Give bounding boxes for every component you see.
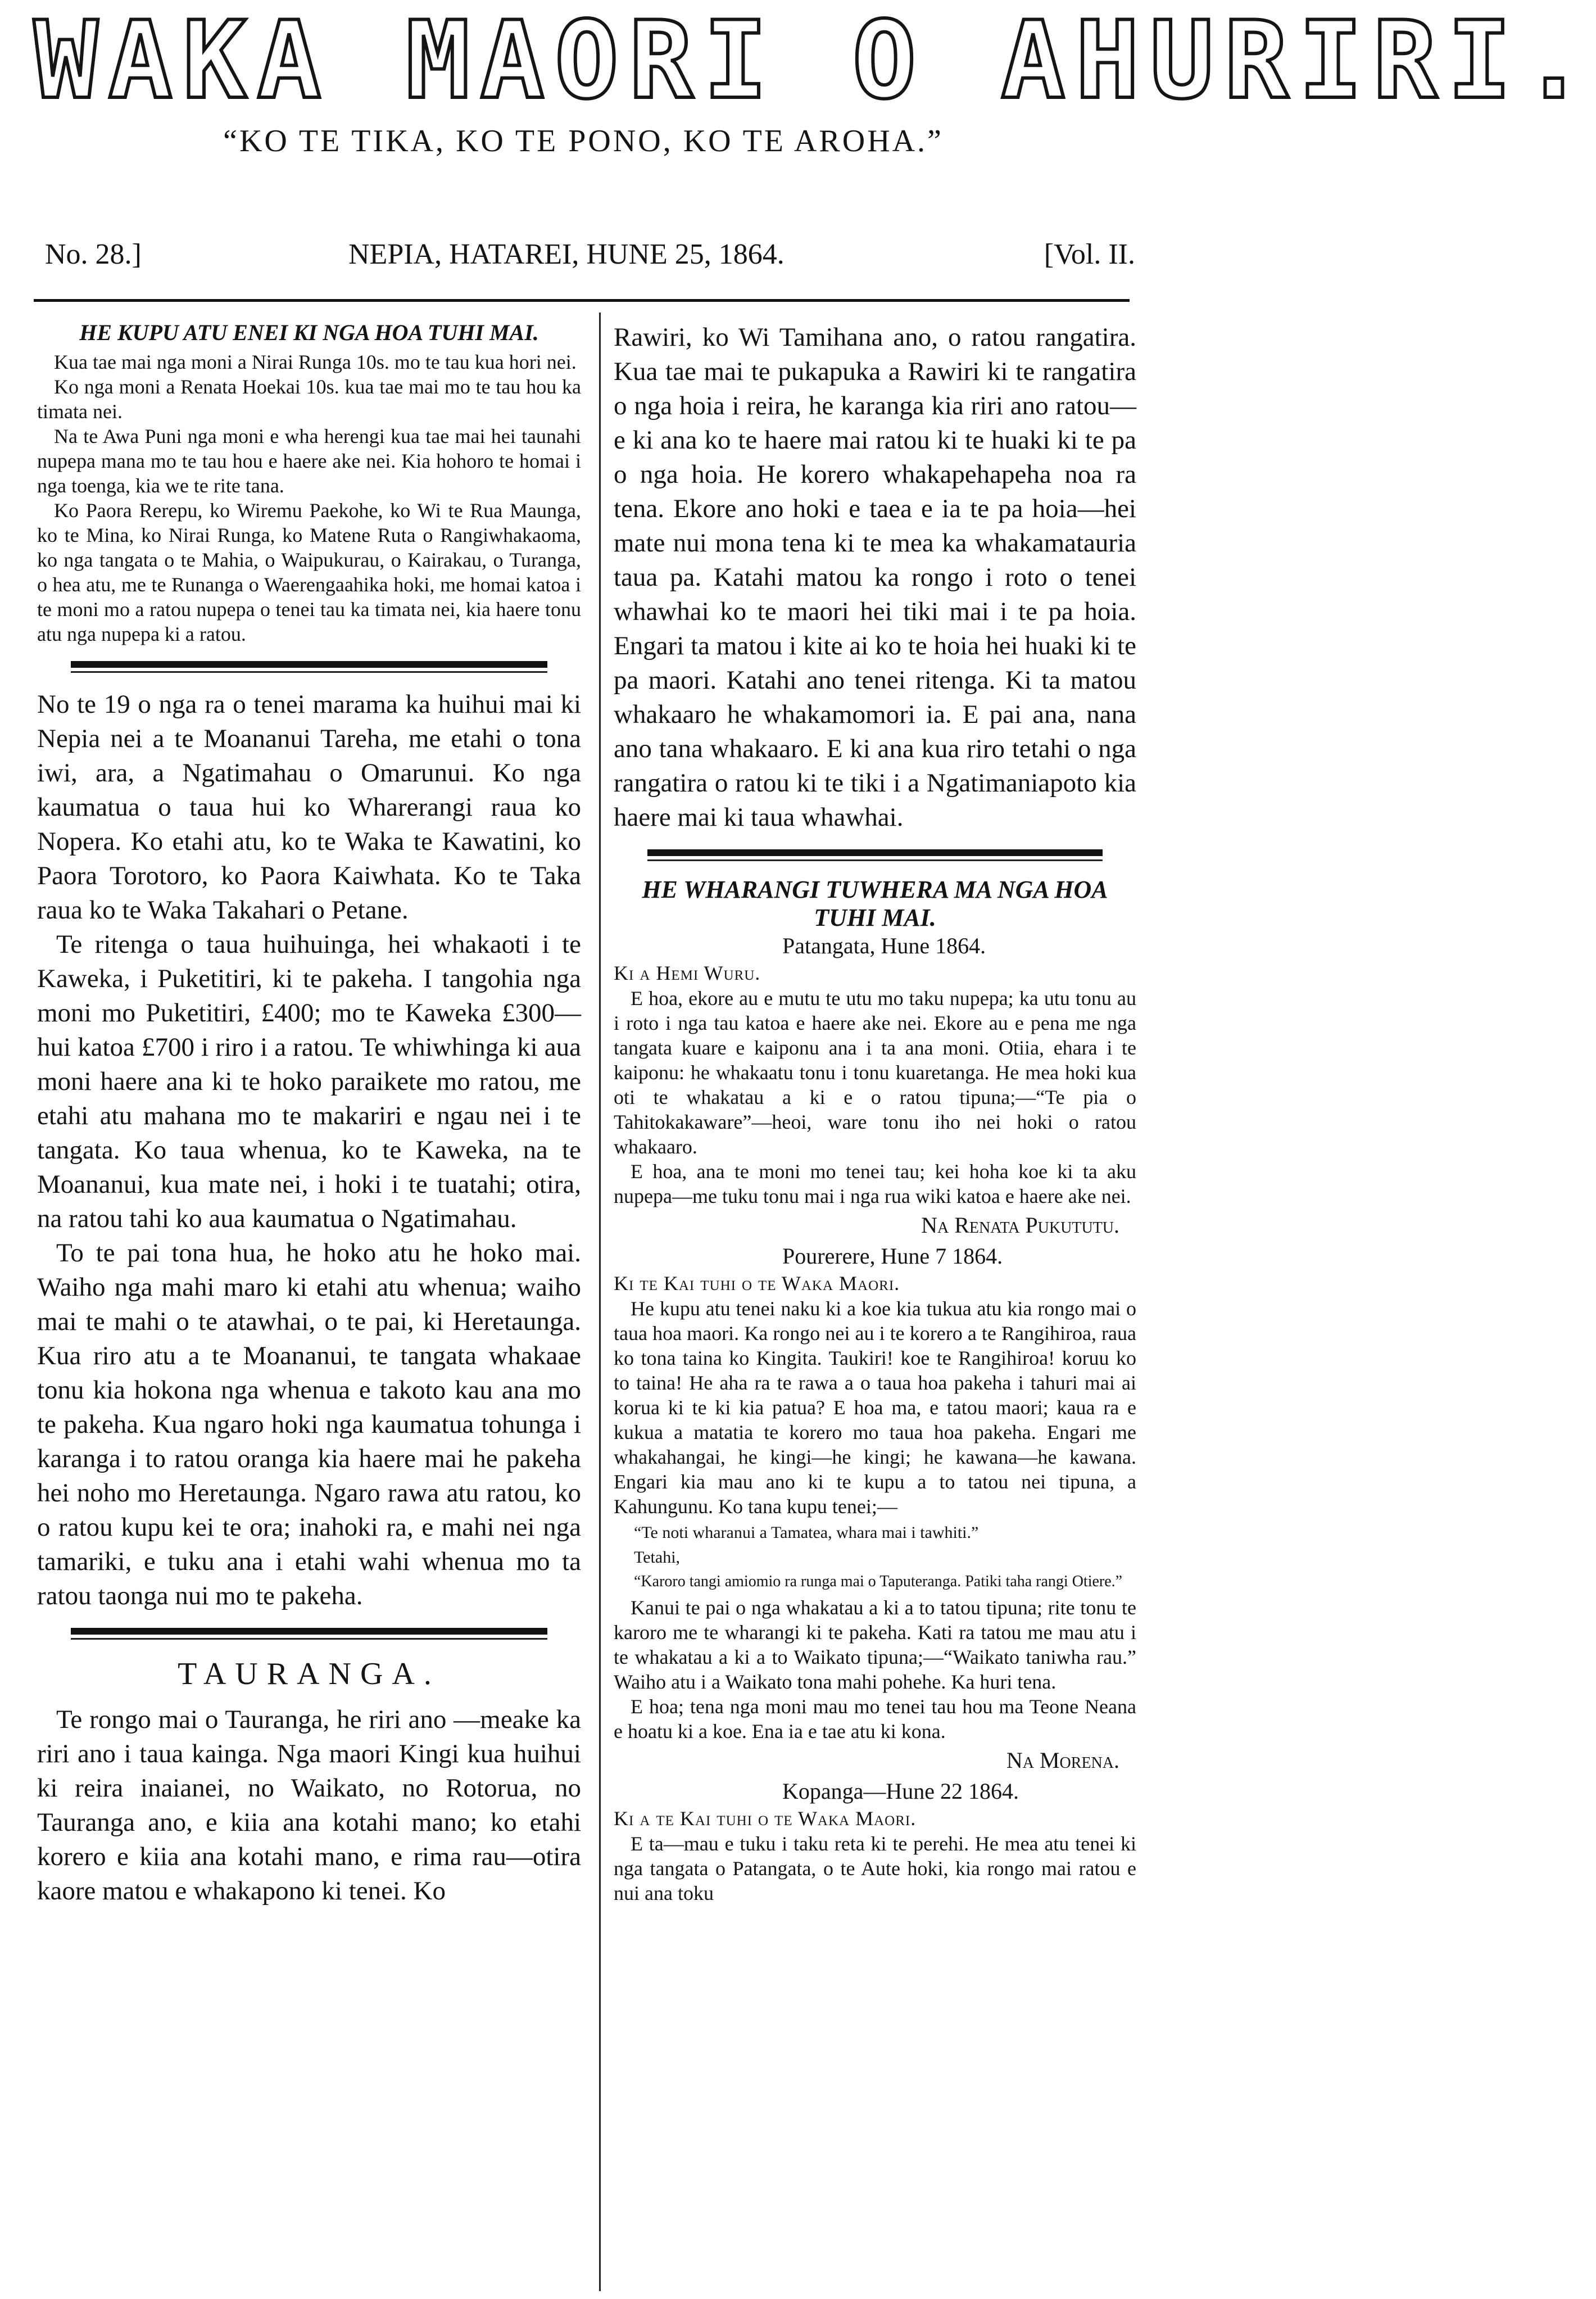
section-rule-thin [647, 859, 1103, 861]
right-column [614, 320, 1136, 2293]
header-rule [34, 299, 1130, 302]
masthead-motto: “KO TE TIKA, KO TE PONO, KO TE AROHA.” [223, 124, 944, 159]
section-rule-heavy [647, 849, 1103, 856]
tauranga-article [37, 1654, 581, 1908]
letter-place-date: Pourerere, Hune 7 1864. [782, 1243, 1003, 1269]
verse-label: Tetahi, [634, 1548, 681, 1567]
letter-paragraph: He kupu atu tenei naku ki a koe kia tukua atu kia rongo mai o taua hoa maori. Ka rongo nei au i te korero a te Rangihiroa, raua ko tona taina ko Kingita. Taukiri! koe te Rangihiroa! koruu ko to taina! He aha ra te rawa a o taua hoa pakeha i tahuri mai ai korua ki te ki kia patua? E hoa ma, e tatou maori; kaua ra e kukua a matatia te korero mo taua hoa pakeha. Engari me whakahangai, he kingi—he kingi; he kawana—he kawana. Engari kia mau ano ki te kupu a to tatou nei tipuna, a Kahungunu. Ko tana kupu tenei;— [614, 1297, 1136, 1518]
masthead-title: WAKA MAORI O AHURIRI. [34, 0, 1596, 123]
letter-paragraph: E ta—mau e tuku i taku reta ki te perehi. He mea atu tenei ki nga tangata o Patangata, o te Aute hoki, kia rongo mai ratou e nui ana toku [614, 1832, 1136, 1904]
letter-kopanga [614, 1777, 1136, 1906]
notice-paragraph: Kua tae mai nga moni a Nirai Runga 10s. mo te tau kua hori nei. [54, 351, 577, 373]
quoted-verse: “Te noti wharanui a Tamatea, whara mai i tawhiti.” [634, 1523, 979, 1542]
quoted-verse: “Karoro tangi amiomio ra runga mai o Taputeranga. Patiki taha rangi Otiere.” [634, 1573, 1123, 1590]
letter-place-date: Kopanga—Hune 22 1864. [782, 1778, 1019, 1804]
notice-paragraph: Na te Awa Puni nga moni e wha herengi kua tae mai hei taunahi nupepa mana mo te tau hou e haere ake nei. Kia hohoro te homai i nga toenga, kia we te rite tana. [37, 425, 581, 497]
notice-section [37, 320, 581, 646]
volume-number: [Vol. II. [1044, 238, 1135, 270]
article-paragraph: No te 19 o nga ra o tenei marama ka huihui mai ki Nepia nei a te Moananui Tareha, me etahi o tona iwi, ara, a Ngatimahau o Omarunui. Ko nga kaumatua o taua hui ko Wharerangi raua ko Nopera. Ko etahi atu, ko te Waka te Kawatini, ko Paora Torotoro, ko Paora Kaiwhata. Ko te Taka raua ko te Waka Takahari o Petane. [37, 690, 581, 925]
section-rule-heavy [71, 1628, 547, 1635]
section-rule-thin [71, 1638, 547, 1640]
issue-date: NEPIA, HATAREI, HUNE 25, 1864. [348, 238, 785, 270]
article-paragraph: Te ritenga o taua huihuinga, hei whakaoti i te Kaweka, i Puketitiri, ki te pakeha. I tangohia nga moni mo Puketitiri, £400; mo te Kaweka £300—hui katoa £700 i riro i a ratou. Te whiwhinga ki aua moni haere ana ki te hoko paraikete mo ratou, me etahi atu mahana mo te makariri e ngau nei i te tangata. Ko taua whenua, ko te Kaweka, na te Moananui, kua mate nei, i hoki i te tuatahi; otira, na ratou tahi ko aua kaumatua o Ngatimahau. [37, 930, 581, 1233]
section-rule-heavy [71, 661, 547, 668]
issue-number: No. 28.] [45, 238, 142, 270]
masthead [0, 0, 1596, 247]
letters-heading: HE WHARANGI TUWHERA MA NGA HOA TUHI MAI. [642, 876, 1108, 931]
article-continuation: Rawiri, ko Wi Tamihana ano, o ratou rangatira. Kua tae mai te pukapuka a Rawiri ki te rangatira o nga hoia i reira, he karanga kia riri ano ratou—e ki ana ko te haere mai ratou ki te huaki ki te pa o nga hoia. He korero whakapehapeha noa ra tena. Ekore ano hoki e taea e ia te pa hoia—hei mate nui mona tena ki te mea ka whakamatauria taua pa. Katahi matou ka rongo i roto o tenei whawhai ko te maori hei tiki mai i te pa hoia. Engari ta matou i kite ai ko te hoia hei huaki ki te pa maori. Katahi ano tenei ritenga. Ki ta matou whakaaro he whakamomori ia. E pai ana, nana ano tana whakaaro. E ki ana kua riro tetahi o nga rangatira o ratou ki te tiki i a Ngatimaniapoto kia haere mai ki taua whawhai. [614, 323, 1136, 832]
notice-paragraph: Ko Paora Rerepu, ko Wiremu Paekohe, ko Wi te Rua Maunga, ko te Mina, ko Nirai Runga, ko Matene Ruta o Rangiwhakaoma, ko nga tangata o te Mahia, o Waipukurau, o Kairakau, o Turanga, o hea atu, me te Runanga o Waerengaahika hoki, me homai katoa i te moni mo a ratou nupepa o tenei tau ka timata nei, kia haere tonu atu nga nupepa ki a ratou. [37, 499, 581, 645]
article-paragraph: To te pai tona hua, he hoko atu he hoko mai. Waiho nga mahi maro ki etahi atu whenua; waiho mai te mahi o te atawhai, o te pai, ki Heretaunga. Kua riro atu a te Moananui, te tangata whakaae tonu kia hokona nga whenua e takoto kau ana mo te pakeha. Kua ngaro hoki nga kaumatua tohunga i karanga i to ratou oranga kia haere mai he pakeha hei noho mo Heretaunga. Ngaro rawa atu ratou, ko o ratou kupu kei te ora; inahoki ra, e mahi nei nga tamariki, e tuku ana i etahi wahi whenua mo ta ratou taonga nui mo te pakeha. [37, 1238, 581, 1610]
letter-addressee: Ki a Hemi Wuru. [614, 962, 761, 984]
left-column [37, 320, 581, 2293]
letter-paragraph: E hoa; tena nga moni mau mo tenei tau hou ma Teone Neana e hoatu ki a koe. Ena ia e tae atu ki kona. [614, 1695, 1136, 1743]
notice-paragraph: Ko nga moni a Renata Hoekai 10s. kua tae mai mo te tau hou ka timata nei. [37, 375, 581, 423]
letter-patangata [614, 932, 1136, 1240]
letter-signature: Na Morena. [1006, 1748, 1119, 1773]
notice-heading: HE KUPU ATU ENEI KI NGA HOA TUHI MAI. [79, 320, 539, 345]
article-paragraph: Te rongo mai o Tauranga, he riri ano —meake ka riri ano i taua kainga. Nga maori Kingi kua huihui ki reira inaianei, no Waikato, no Rotorua, no Tauranga ano, e kiia ana kotahi mano; ko etahi korero e kiia ana kotahi mano, e rima rau—otira kaore matou e whakapono ki tenei. Ko [37, 1705, 581, 1906]
tauranga-heading: TAURANGA. [178, 1657, 441, 1691]
letter-addressee: Ki te Kai tuhi o te Waka Maori. [614, 1272, 900, 1295]
letter-addressee: Ki a te Kai tuhi o te Waka Maori. [614, 1807, 917, 1830]
letter-place-date: Patangata, Hune 1864. [782, 933, 986, 958]
column-divider [599, 313, 601, 2291]
letter-pourerere [614, 1242, 1136, 1775]
section-rule-thin [71, 671, 547, 673]
letter-paragraph: E hoa, ekore au e mutu te utu mo taku nupepa; ka utu tonu au i roto i nga tau katoa e haere ake nei. Ekore au e pena me nga tangata kuare e kaiponu ana i ta ana moni. Otiia, ehara i te kaiponu: he whakaatu tonu i tonu kuaretanga. He mea hoki kua oti te whakatau a ki e o ratou tipuna;—“Te pia o Tahitokakaware”—heoi, ware tonu iho nei hoki o ratou whakaaro. [614, 987, 1136, 1158]
letter-paragraph: E hoa, ana te moni mo tenei tau; kei hoha koe ki ta aku nupepa—me tuku tonu mai i nga rua wiki katoa e haere ake nei. [614, 1160, 1136, 1207]
moananui-article [37, 687, 581, 1613]
letter-paragraph: Kanui te pai o nga whakatau a ki a to tatou tipuna; rite tonu te karoro me te wharangi ki te pakeha. Kati ra tatou me mau atu i te whakatau a ki a to Waikato tipuna;—“Waikato taniwha rau.” Waiho atu i a Waikato tona mahi pohehe. Ka huri tena. [614, 1596, 1136, 1693]
letter-signature: Na Renata Pukututu. [921, 1212, 1119, 1238]
dateline [34, 235, 1135, 286]
